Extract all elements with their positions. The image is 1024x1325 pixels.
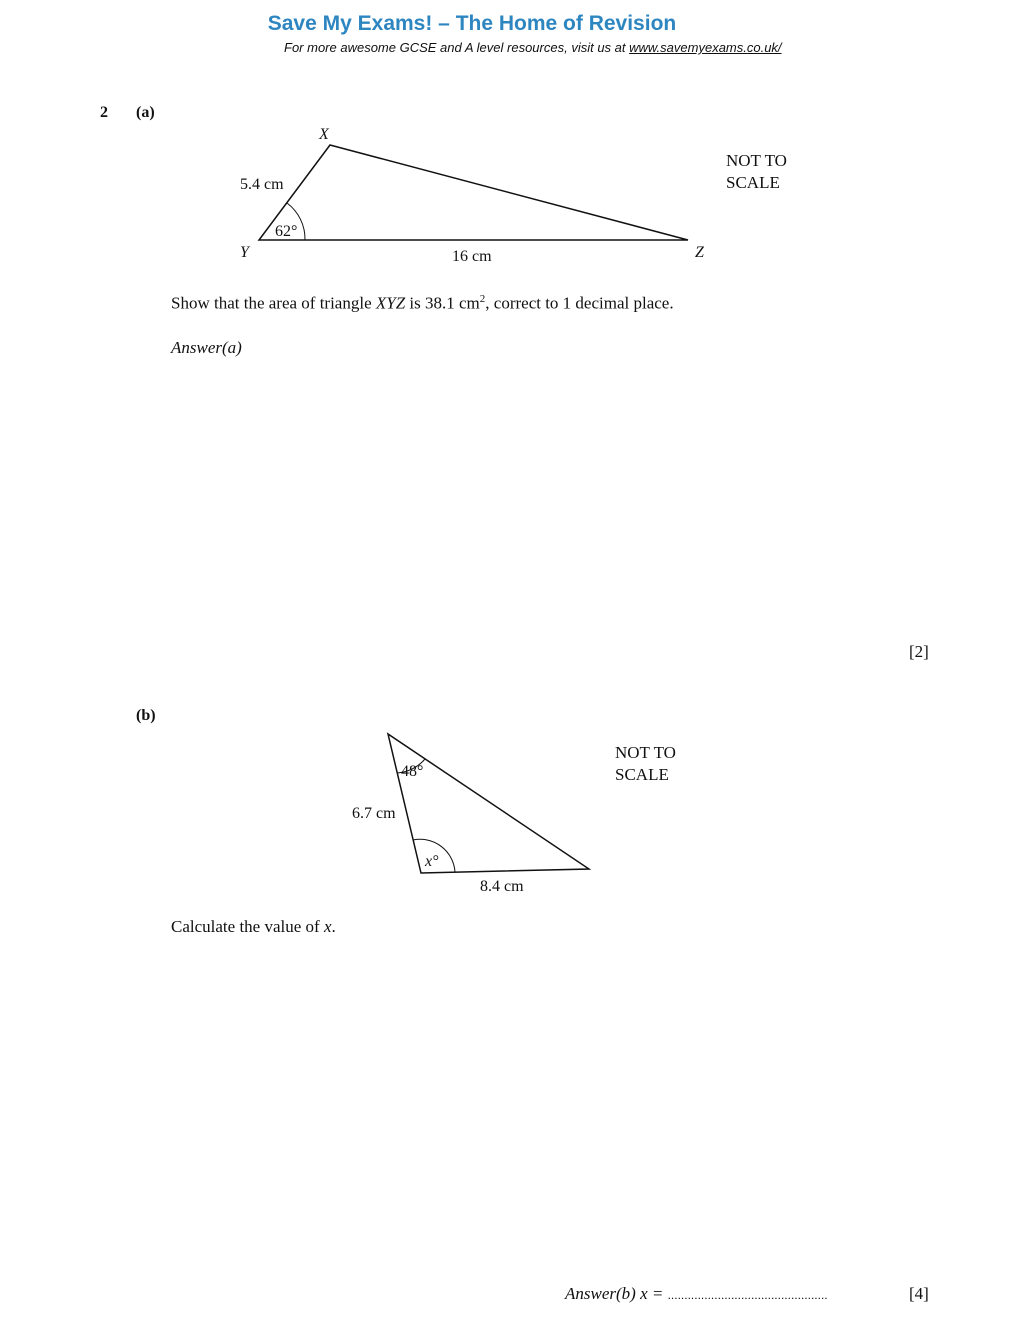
part-b-prompt xyxy=(171,917,336,937)
angle-bottom-label: x° xyxy=(425,853,439,870)
prompt-b-text-1: Calculate the value of xyxy=(171,917,324,936)
answer-b-line xyxy=(565,1284,828,1304)
not-to-scale-note-b xyxy=(615,742,676,786)
part-b-marks: [4] xyxy=(909,1284,929,1303)
prompt-a-text-1: Show that the area of triangle xyxy=(171,293,376,313)
part-a-label: (a) xyxy=(136,104,155,121)
side-bottom-label: 8.4 cm xyxy=(480,878,524,895)
triangle-b-diagram xyxy=(0,700,1024,900)
vertex-x-label: X xyxy=(319,126,329,143)
note-line-1: NOT TO xyxy=(726,151,787,170)
answer-a-label: Answer(a) xyxy=(171,338,242,357)
prompt-a-text-2: is 38.1 cm xyxy=(405,293,480,313)
part-a-prompt xyxy=(171,293,674,314)
angle-top-label: 48° xyxy=(401,763,424,780)
part-a-marks: [2] xyxy=(909,642,929,661)
note-line-2: SCALE xyxy=(726,173,780,192)
subtitle-text: For more awesome GCSE and A level resources, visit us at xyxy=(284,40,630,55)
prompt-a-text-3: , correct to 1 decimal place. xyxy=(485,293,674,313)
vertex-y-label: Y xyxy=(240,244,249,261)
prompt-b-var: x xyxy=(323,917,332,936)
prompt-b-text-2: . xyxy=(331,917,336,936)
note-line-2: SCALE xyxy=(615,765,669,784)
part-b-label: (b) xyxy=(136,707,156,724)
triangle-xyz xyxy=(259,145,688,240)
prompt-a-triangle: XYZ xyxy=(375,293,406,313)
side-left-label: 6.7 cm xyxy=(352,805,396,822)
not-to-scale-note-a xyxy=(726,150,787,194)
website-link[interactable]: www.savemyexams.co.uk/ xyxy=(629,40,782,55)
angle-y-label: 62° xyxy=(275,223,298,240)
side-xy-label: 5.4 cm xyxy=(240,176,284,193)
answer-b-dots[interactable]: ................................................ xyxy=(667,1288,828,1302)
note-line-1: NOT TO xyxy=(615,743,676,762)
question-number: 2 xyxy=(100,104,108,121)
prompt-a-sup: 2 xyxy=(479,293,486,305)
answer-b-label: Answer(b) x = xyxy=(565,1284,664,1303)
vertex-z-label: Z xyxy=(695,244,704,261)
side-yz-label: 16 cm xyxy=(452,248,492,265)
page-header-title: Save My Exams! – The Home of Revision xyxy=(267,12,677,35)
triangle-xyz-diagram xyxy=(0,0,1024,300)
triangle-b xyxy=(388,734,589,873)
